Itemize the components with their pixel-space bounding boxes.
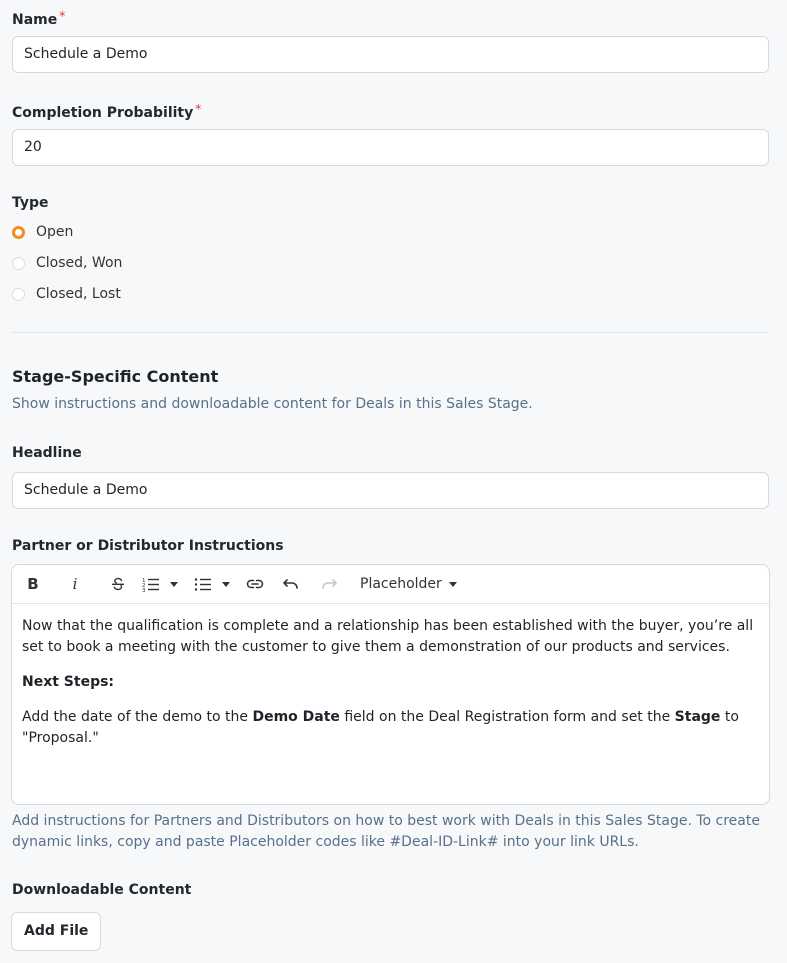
radio-selected-icon[interactable]: [12, 226, 25, 239]
rich-text-editor[interactable]: [11, 564, 770, 805]
placeholder-dropdown[interactable]: [360, 576, 457, 592]
bold-icon[interactable]: B: [27, 575, 39, 593]
ordered-list-dropdown-icon[interactable]: [170, 572, 178, 596]
section-title: Stage-Specific Content: [12, 367, 219, 386]
required-marker: *: [195, 102, 202, 116]
probability-input[interactable]: 20: [12, 129, 769, 166]
downloadable-content-label: Downloadable Content: [12, 882, 192, 898]
placeholder-label: Placeholder: [360, 576, 442, 592]
editor-toolbar: [12, 565, 769, 604]
headline-input[interactable]: Schedule a Demo: [12, 472, 769, 509]
undo-icon[interactable]: [282, 572, 299, 596]
instructions-paragraph: Now that the qualification is complete and a relationship has been established with the buyer, you’re all set to book a meeting with the customer to give them a demonstration of our products and services.: [22, 618, 754, 655]
italic-icon[interactable]: i: [72, 575, 78, 593]
instructions-help-text: Add instructions for Partners and Distributors on how to best work with Deals in this Sales Stage. To create dynamic links, copy and paste Placeholder codes like #Deal-ID-Link# into your link URLs.: [12, 813, 760, 850]
radio-open[interactable]: [12, 222, 73, 242]
bullet-list-dropdown-icon[interactable]: [222, 572, 230, 596]
radio-label: Open: [36, 224, 74, 240]
radio-unselected-icon[interactable]: [12, 257, 25, 270]
strikethrough-icon[interactable]: [110, 572, 126, 596]
radio-label: Closed, Won: [36, 255, 123, 271]
radio-label: Closed, Lost: [36, 286, 121, 302]
radio-closed-won[interactable]: [12, 253, 122, 273]
next-steps-heading: Next Steps:: [22, 674, 115, 690]
probability-label: Completion Probability *: [12, 102, 202, 121]
instructions-paragraph: Add the date of the demo to the Demo Date field on the Deal Registration form and set the Stage to "Proposal.": [22, 709, 739, 746]
name-label: Name *: [12, 9, 66, 28]
section-description: Show instructions and downloadable content for Deals in this Sales Stage.: [12, 396, 533, 412]
section-divider: [12, 332, 769, 333]
svg-text:3: 3: [142, 588, 146, 592]
radio-unselected-icon[interactable]: [12, 288, 25, 301]
headline-label: Headline: [12, 445, 82, 461]
radio-closed-lost[interactable]: [12, 284, 121, 304]
redo-icon[interactable]: [321, 572, 338, 596]
ordered-list-icon[interactable]: [142, 572, 160, 596]
svg-text:1: 1: [142, 578, 146, 584]
name-input[interactable]: Schedule a Demo: [12, 36, 769, 73]
add-file-button[interactable]: Add File: [11, 912, 101, 951]
bullet-list-icon[interactable]: [194, 572, 212, 596]
editor-content[interactable]: [12, 604, 769, 749]
svg-text:2: 2: [142, 583, 146, 589]
type-label: Type: [12, 195, 49, 211]
required-marker: *: [59, 9, 66, 23]
link-icon[interactable]: [246, 572, 264, 596]
chevron-down-icon: [449, 582, 457, 587]
instructions-label: Partner or Distributor Instructions: [12, 538, 284, 554]
